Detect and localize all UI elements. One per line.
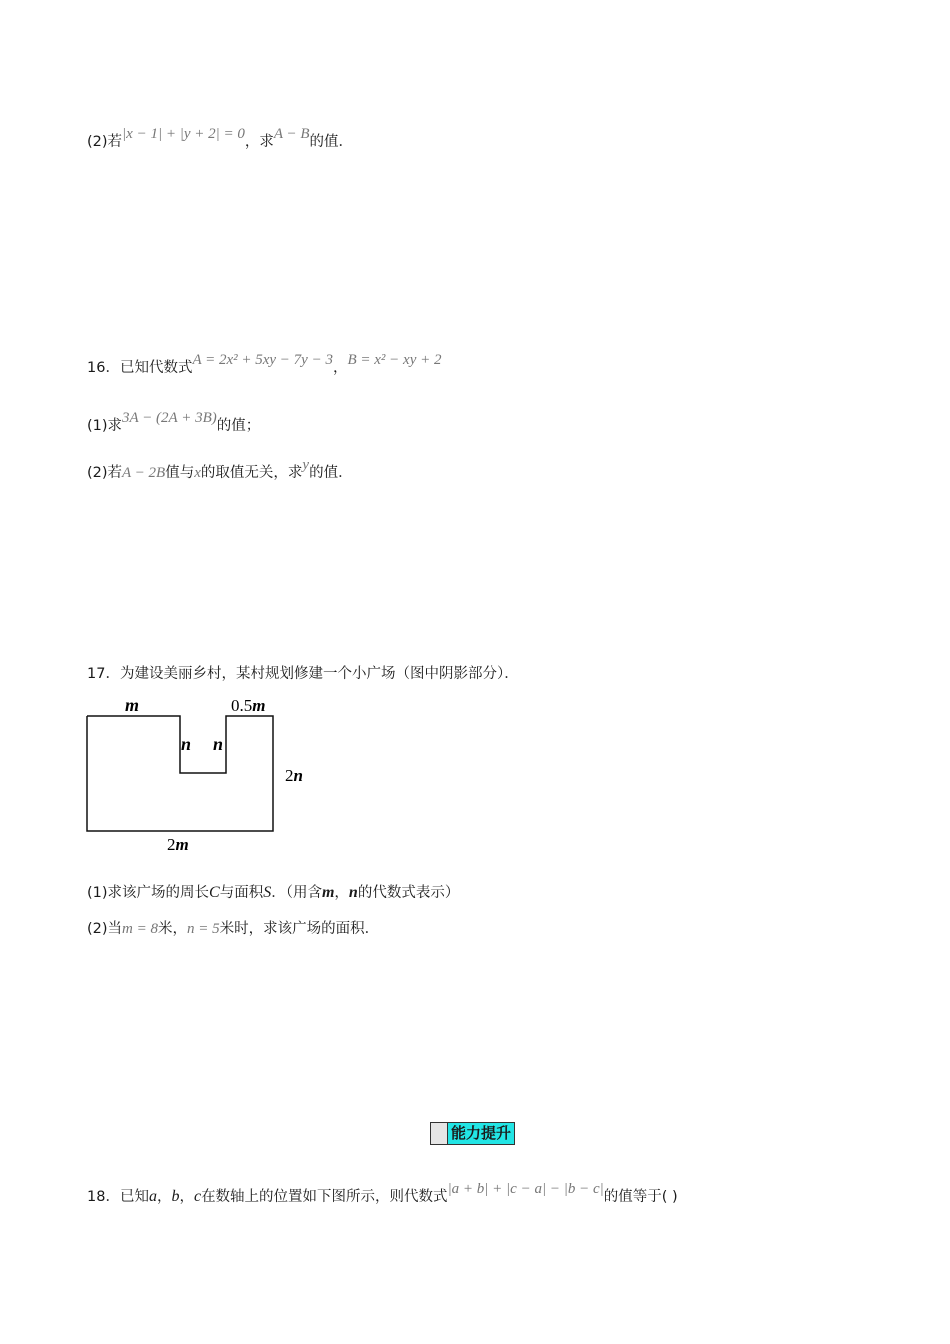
- label-top-right-var: m: [252, 696, 266, 715]
- q17-m-expr: m = 8: [122, 921, 159, 937]
- q16-part1-prefix: (1)求: [87, 418, 123, 434]
- q17-part2-mid1: 米，: [158, 921, 188, 937]
- label-notch-left: n: [181, 734, 192, 754]
- q15-part2-prefix: (2)若: [87, 134, 123, 150]
- label-top-left: m: [125, 695, 140, 715]
- q16-part2-y: y: [302, 457, 310, 473]
- label-right-var: n: [293, 766, 303, 785]
- q17-part2-prefix: (2)当: [87, 921, 123, 937]
- q16-part2-x: x: [194, 465, 201, 481]
- label-right-num: 2: [285, 766, 294, 785]
- q17-var-S: S: [263, 884, 272, 901]
- q16-part2: [87, 457, 353, 482]
- q16-part1-suffix: 的值；: [216, 418, 261, 434]
- label-bottom-num: 2: [167, 835, 176, 854]
- q17-part1-mid: 与面积: [219, 885, 264, 901]
- q16-comma: ，: [332, 360, 348, 376]
- q16-A-expr: A = 2x² + 5xy − 7y − 3: [192, 352, 333, 368]
- q16-stem-prefix: 16．已知代数式: [87, 360, 193, 376]
- q18-stem-suffix: 的值等于( ): [603, 1189, 678, 1205]
- label-top-right: [231, 696, 265, 715]
- q16-part2-prefix: (2)若: [87, 465, 123, 481]
- q15-part2-mid: ，求: [244, 134, 274, 150]
- q18-stem-prefix: 18．已知: [87, 1189, 149, 1205]
- q16-part2-expr: A − 2B: [122, 465, 166, 481]
- q18-expr: |a + b| + |c − a| − |b − c|: [447, 1181, 604, 1197]
- q16-part2-mid1: 值与: [165, 465, 195, 481]
- q15-part2-suffix: 的值．: [309, 134, 354, 150]
- label-right: [285, 766, 303, 785]
- q17-part1-suffix: 的代数式表示）: [357, 885, 460, 901]
- q17-var-n: n: [348, 884, 358, 901]
- q17-part1-comma: ，: [334, 885, 349, 901]
- q17-part2-suffix: 米时，求该广场的面积．: [219, 921, 380, 937]
- q18-var-a: a: [148, 1188, 157, 1205]
- q17-figure: [80, 690, 320, 860]
- q17-var-m: m: [321, 884, 335, 901]
- label-bottom: [167, 835, 189, 854]
- q15-expr-math: A − B: [273, 126, 310, 142]
- q17-stem: 17．为建设美丽乡村，某村规划修建一个小广场（图中阴影部分）．: [87, 666, 519, 682]
- q18-var-b: b: [171, 1188, 180, 1205]
- q17-n-expr: n = 5: [187, 921, 220, 937]
- q16-part1: [87, 410, 261, 435]
- q15-part2: [87, 126, 354, 151]
- q15-condition-math: |x − 1| + |y + 2| = 0: [122, 126, 245, 142]
- q17-part1-prefix: (1)求该广场的周长: [87, 885, 210, 901]
- q16-part2-suffix: 的值．: [309, 465, 353, 481]
- q16-part2-mid2: 的取值无关，求: [200, 465, 303, 481]
- q16-stem: [87, 352, 442, 377]
- badge-box: [431, 1123, 448, 1144]
- q18-sep2: ，: [179, 1189, 194, 1205]
- q17-var-C: C: [209, 884, 220, 901]
- q18-var-c: c: [193, 1188, 202, 1205]
- q17-part1-mid2: ．（用含: [271, 885, 322, 901]
- label-bottom-var: m: [175, 835, 189, 854]
- section-badge: [430, 1122, 515, 1145]
- q17-part1: [87, 881, 459, 902]
- q16-part1-expr: 3A − (2A + 3B): [122, 410, 217, 426]
- square-outline: [87, 716, 273, 831]
- section-badge-label: 能力提升: [448, 1123, 514, 1144]
- q18-sep1: ，: [156, 1189, 172, 1205]
- q17-part2: [87, 917, 379, 938]
- q16-B-expr: B = x² − xy + 2: [347, 352, 442, 368]
- q18-stem-mid: 在数轴上的位置如下图所示，则代数式: [201, 1189, 448, 1205]
- q18-stem: [87, 1181, 678, 1206]
- label-top-right-num: 0.5: [231, 696, 253, 715]
- label-notch-right: n: [213, 734, 224, 754]
